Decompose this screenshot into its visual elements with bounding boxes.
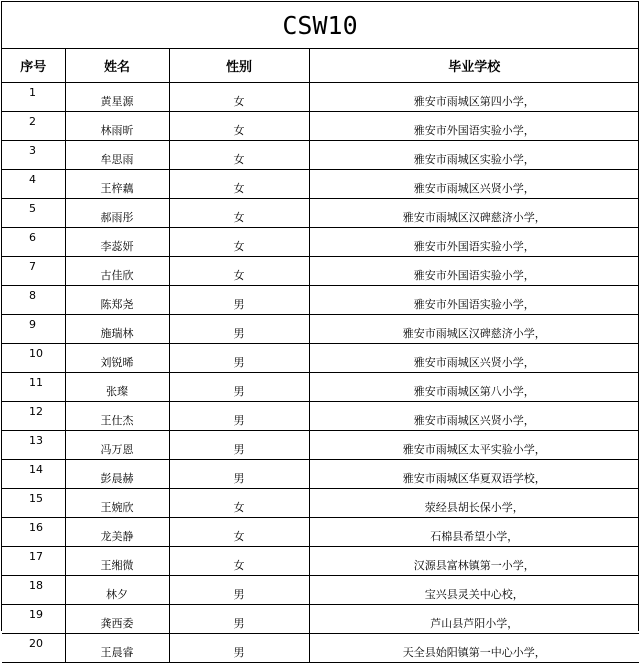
row-school-cell: 雅安市外国语实验小学， bbox=[309, 257, 639, 286]
table-row bbox=[2, 431, 639, 460]
row-name-cell: 郝雨彤 bbox=[65, 199, 169, 228]
row-gender-cell: 女 bbox=[169, 112, 309, 141]
row-school-cell: 芦山县芦阳小学， bbox=[309, 605, 639, 634]
row-school-cell: 雅安市雨城区第八小学， bbox=[309, 373, 639, 402]
row-name-cell: 李蕊妍 bbox=[65, 228, 169, 257]
row-no-cell: 18 bbox=[2, 576, 65, 605]
row-school-cell: 宝兴县灵关中心校， bbox=[309, 576, 639, 605]
row-school-cell: 汉源县富林镇第一小学， bbox=[309, 547, 639, 576]
table-row bbox=[2, 605, 639, 634]
row-name-cell: 彭晨赫 bbox=[65, 460, 169, 489]
row-no-cell: 2 bbox=[2, 112, 65, 141]
row-no-cell: 1 bbox=[2, 83, 65, 112]
row-name-cell: 龚西委 bbox=[65, 605, 169, 634]
row-gender-cell: 女 bbox=[169, 489, 309, 518]
row-no-cell: 6 bbox=[2, 228, 65, 257]
row-school-cell: 雅安市雨城区汉碑慈济小学， bbox=[309, 315, 639, 344]
row-school-cell: 天全县始阳镇第一中心小学， bbox=[309, 634, 639, 663]
row-gender-cell: 女 bbox=[169, 170, 309, 199]
row-gender-cell: 女 bbox=[169, 199, 309, 228]
row-gender-cell: 男 bbox=[169, 315, 309, 344]
table-row bbox=[2, 344, 639, 373]
row-school-cell: 雅安市外国语实验小学， bbox=[309, 228, 639, 257]
row-no-cell: 19 bbox=[2, 605, 65, 634]
row-school-cell: 雅安市外国语实验小学， bbox=[309, 112, 639, 141]
table-row bbox=[2, 373, 639, 402]
table-row bbox=[2, 402, 639, 431]
header-name: 姓名 bbox=[65, 49, 169, 83]
header-school: 毕业学校 bbox=[309, 49, 639, 83]
row-gender-cell: 女 bbox=[169, 228, 309, 257]
header-gender: 性别 bbox=[169, 49, 309, 83]
table-row bbox=[2, 112, 639, 141]
row-name-cell: 古佳欣 bbox=[65, 257, 169, 286]
row-school-cell: 雅安市雨城区华夏双语学校， bbox=[309, 460, 639, 489]
row-no-cell: 4 bbox=[2, 170, 65, 199]
row-no-cell: 8 bbox=[2, 286, 65, 315]
row-name-cell: 施瑞林 bbox=[65, 315, 169, 344]
table-row bbox=[2, 286, 639, 315]
row-no-cell: 20 bbox=[2, 634, 65, 663]
row-no-cell: 16 bbox=[2, 518, 65, 547]
row-name-cell: 冯万恩 bbox=[65, 431, 169, 460]
table-row bbox=[2, 547, 639, 576]
row-name-cell: 刘锐晞 bbox=[65, 344, 169, 373]
row-school-cell: 雅安市雨城区兴贤小学， bbox=[309, 170, 639, 199]
spreadsheet bbox=[1, 1, 639, 659]
table-row bbox=[2, 460, 639, 489]
header-no: 序号 bbox=[2, 49, 65, 83]
row-school-cell: 石棉县希望小学， bbox=[309, 518, 639, 547]
row-gender-cell: 男 bbox=[169, 373, 309, 402]
row-gender-cell: 男 bbox=[169, 605, 309, 634]
row-no-cell: 3 bbox=[2, 141, 65, 170]
row-school-cell: 雅安市雨城区太平实验小学， bbox=[309, 431, 639, 460]
row-no-cell: 7 bbox=[2, 257, 65, 286]
row-no-cell: 5 bbox=[2, 199, 65, 228]
row-no-cell: 12 bbox=[2, 402, 65, 431]
row-name-cell: 王晨睿 bbox=[65, 634, 169, 663]
row-gender-cell: 男 bbox=[169, 402, 309, 431]
row-gender-cell: 女 bbox=[169, 518, 309, 547]
student-table bbox=[2, 49, 639, 663]
row-school-cell: 雅安市外国语实验小学， bbox=[309, 286, 639, 315]
row-name-cell: 林雨昕 bbox=[65, 112, 169, 141]
row-school-cell: 雅安市雨城区实验小学， bbox=[309, 141, 639, 170]
table-row bbox=[2, 576, 639, 605]
table-row bbox=[2, 141, 639, 170]
sheet-title: CSW10 bbox=[2, 2, 638, 49]
row-school-cell: 雅安市雨城区汉碑慈济小学， bbox=[309, 199, 639, 228]
row-gender-cell: 男 bbox=[169, 344, 309, 373]
table-row bbox=[2, 315, 639, 344]
row-no-cell: 14 bbox=[2, 460, 65, 489]
row-name-cell: 王缃微 bbox=[65, 547, 169, 576]
row-school-cell: 荥经县胡长保小学， bbox=[309, 489, 639, 518]
row-no-cell: 10 bbox=[2, 344, 65, 373]
row-school-cell: 雅安市雨城区第四小学， bbox=[309, 83, 639, 112]
table-row bbox=[2, 228, 639, 257]
row-gender-cell: 男 bbox=[169, 431, 309, 460]
row-gender-cell: 男 bbox=[169, 460, 309, 489]
row-gender-cell: 男 bbox=[169, 634, 309, 663]
row-name-cell: 王梓藕 bbox=[65, 170, 169, 199]
row-no-cell: 15 bbox=[2, 489, 65, 518]
row-name-cell: 龙美静 bbox=[65, 518, 169, 547]
row-school-cell: 雅安市雨城区兴贤小学， bbox=[309, 402, 639, 431]
row-gender-cell: 女 bbox=[169, 547, 309, 576]
table-body bbox=[2, 83, 639, 663]
row-no-cell: 13 bbox=[2, 431, 65, 460]
row-name-cell: 牟思雨 bbox=[65, 141, 169, 170]
table-row bbox=[2, 489, 639, 518]
table-row bbox=[2, 257, 639, 286]
row-name-cell: 黄星源 bbox=[65, 83, 169, 112]
table-row bbox=[2, 518, 639, 547]
table-row bbox=[2, 634, 639, 663]
row-gender-cell: 女 bbox=[169, 257, 309, 286]
row-name-cell: 王仕杰 bbox=[65, 402, 169, 431]
row-name-cell: 陈郑尧 bbox=[65, 286, 169, 315]
row-name-cell: 王婉欣 bbox=[65, 489, 169, 518]
table-row bbox=[2, 170, 639, 199]
row-no-cell: 11 bbox=[2, 373, 65, 402]
header-row bbox=[2, 49, 639, 83]
row-school-cell: 雅安市雨城区兴贤小学， bbox=[309, 344, 639, 373]
row-gender-cell: 女 bbox=[169, 141, 309, 170]
table-row bbox=[2, 83, 639, 112]
row-name-cell: 张璨 bbox=[65, 373, 169, 402]
row-name-cell: 林夕 bbox=[65, 576, 169, 605]
row-gender-cell: 男 bbox=[169, 576, 309, 605]
table-row bbox=[2, 199, 639, 228]
row-gender-cell: 女 bbox=[169, 83, 309, 112]
row-no-cell: 9 bbox=[2, 315, 65, 344]
row-no-cell: 17 bbox=[2, 547, 65, 576]
row-gender-cell: 男 bbox=[169, 286, 309, 315]
